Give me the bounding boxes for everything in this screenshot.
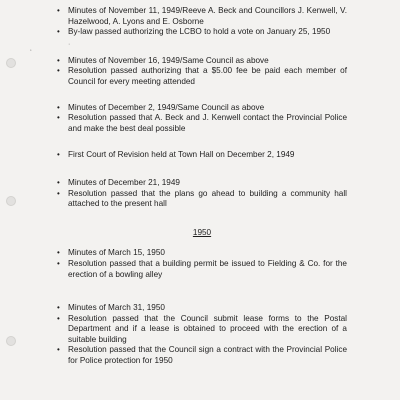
list-item: • Resolution passed that the plans go ahead to building a community hall attached to the present hall — [57, 189, 347, 210]
entry-group — [57, 6, 347, 38]
punch-hole — [6, 196, 16, 206]
list-item: • Resolution passed that the Council sign a contract with the Provincial Police for Police protection for 1950 — [57, 345, 347, 366]
list-item: • Minutes of November 11, 1949/Reeve A. Beck and Councillors J. Kenwell, V. Hazelwood, A. Lyons and E. Osborne — [57, 6, 347, 27]
entry-group — [57, 178, 347, 210]
list-item: • Resolution passed authorizing that a $5.00 fee be paid each member of Council for every meeting attended — [57, 66, 347, 87]
pencil-mark: ʻ — [30, 48, 32, 57]
list-item: • Minutes of March 31, 1950 — [57, 303, 347, 314]
list-item: • By-law passed authorizing the LCBO to hold a vote on January 25, 1950 — [57, 27, 347, 38]
list-item: • Minutes of March 15, 1950 — [57, 248, 347, 259]
entry-group — [57, 150, 347, 161]
entry-group — [57, 248, 347, 280]
list-item: • Resolution passed that the Council submit lease forms to the Postal Department and if a lease is obtained to proceed with the erection of a suitable building — [57, 314, 347, 346]
entry-group — [57, 103, 347, 135]
list-item: • Minutes of November 16, 1949/Same Council as above — [57, 56, 347, 67]
list-item: • Minutes of December 21, 1949 — [57, 178, 347, 189]
stray-mark: · — [68, 41, 71, 48]
punch-hole — [6, 336, 16, 346]
minutes-list — [57, 6, 347, 367]
list-item: • Resolution passed that A. Beck and J. Kenwell contact the Provincial Police and make the best deal possible — [57, 113, 347, 134]
year-heading: 1950 — [192, 227, 212, 237]
list-item: • First Court of Revision held at Town Hall on December 2, 1949 — [57, 150, 347, 161]
list-item: • Minutes of December 2, 1949/Same Council as above — [57, 103, 347, 114]
punch-hole — [6, 58, 16, 68]
list-item: • Resolution passed that a building permit be issued to Fielding & Co. for the erection of a bowling alley — [57, 259, 347, 280]
entry-group — [57, 56, 347, 88]
entry-group — [57, 303, 347, 367]
